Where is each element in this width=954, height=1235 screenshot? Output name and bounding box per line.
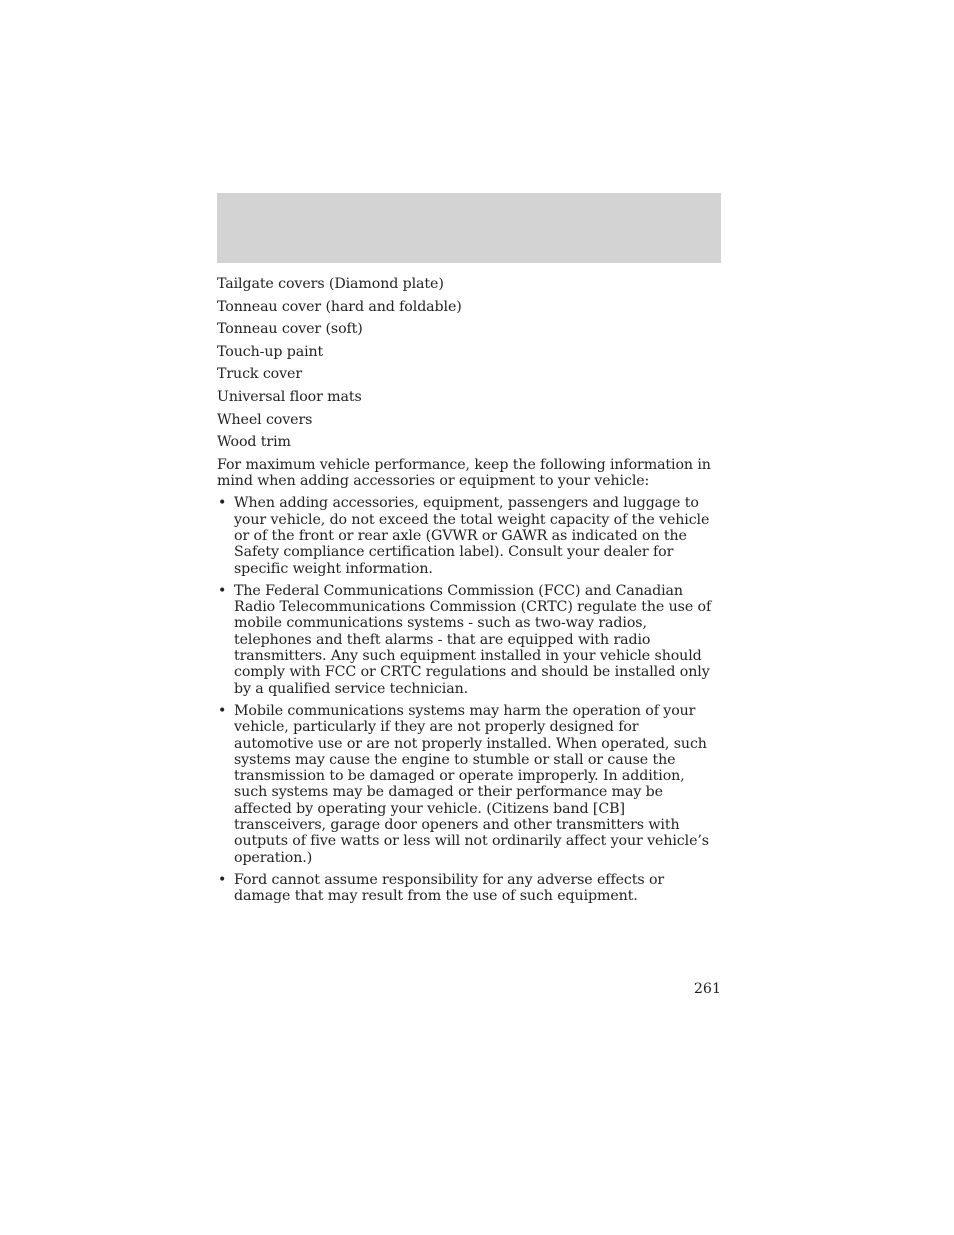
list-item: Tonneau cover (soft) bbox=[217, 321, 363, 338]
list-item: Wheel covers bbox=[217, 411, 313, 428]
bullet-icon: • bbox=[218, 871, 227, 888]
bullet-icon: • bbox=[218, 582, 227, 599]
bullet-item-weight bbox=[217, 495, 721, 576]
bullet-item-mobile bbox=[217, 703, 721, 866]
accessories-list bbox=[217, 276, 721, 450]
list-item: Truck cover bbox=[217, 366, 303, 383]
bullet-list bbox=[217, 495, 721, 904]
list-item: Tonneau cover (hard and foldable) bbox=[217, 298, 462, 315]
bullet-text: The Federal Communications Commission (FCC) and Canadian Radio Telecommunications Commission (CRTC) regulate the use of mobile communications systems - such as two-way radios, telephones and theft alarms - that are equipped with radio transmitters. Any such equipment installed in your vehicle should comply with FCC or CRTC regulations and should be installed only by a qualified service technician. bbox=[234, 582, 712, 697]
bullet-item-fcc bbox=[217, 583, 721, 697]
bullet-item-responsibility bbox=[217, 872, 721, 905]
page-content bbox=[217, 276, 721, 910]
list-item: Tailgate covers (Diamond plate) bbox=[217, 276, 444, 292]
list-item: Universal floor mats bbox=[217, 388, 362, 405]
bullet-icon: • bbox=[218, 495, 227, 512]
header-band bbox=[217, 193, 721, 263]
intro-paragraph: For maximum vehicle performance, keep the following information in mind when adding accessories or equipment to your vehicle: bbox=[217, 456, 711, 490]
bullet-text: When adding accessories, equipment, passengers and luggage to your vehicle, do not exceed the total weight capacity of the vehicle or of the front or rear axle (GVWR or GAWR as indicated on the Safety compliance certification label). Consult your dealer for specific weight information. bbox=[234, 495, 710, 577]
list-item: Wood trim bbox=[217, 434, 291, 451]
bullet-text: Ford cannot assume responsibility for any adverse effects or damage that may result from the use of such equipment. bbox=[234, 871, 665, 905]
bullet-icon: • bbox=[218, 702, 227, 719]
page-number: 261 bbox=[693, 981, 721, 997]
bullet-text: Mobile communications systems may harm the operation of your vehicle, particularly if they are not properly designed for automotive use or are not properly installed. When operated, such systems may cause the engine to stumble or stall or cause the transmission to be damaged or operate improperly. In addition, such systems may be damaged or their performance may be affected by operating your vehicle. (Citizens band [CB] transceivers, garage door openers and other transmitters with outputs of five watts or less will not ordinarily affect your vehicle’s operation.) bbox=[234, 702, 709, 866]
list-item: Touch-up paint bbox=[217, 343, 324, 360]
